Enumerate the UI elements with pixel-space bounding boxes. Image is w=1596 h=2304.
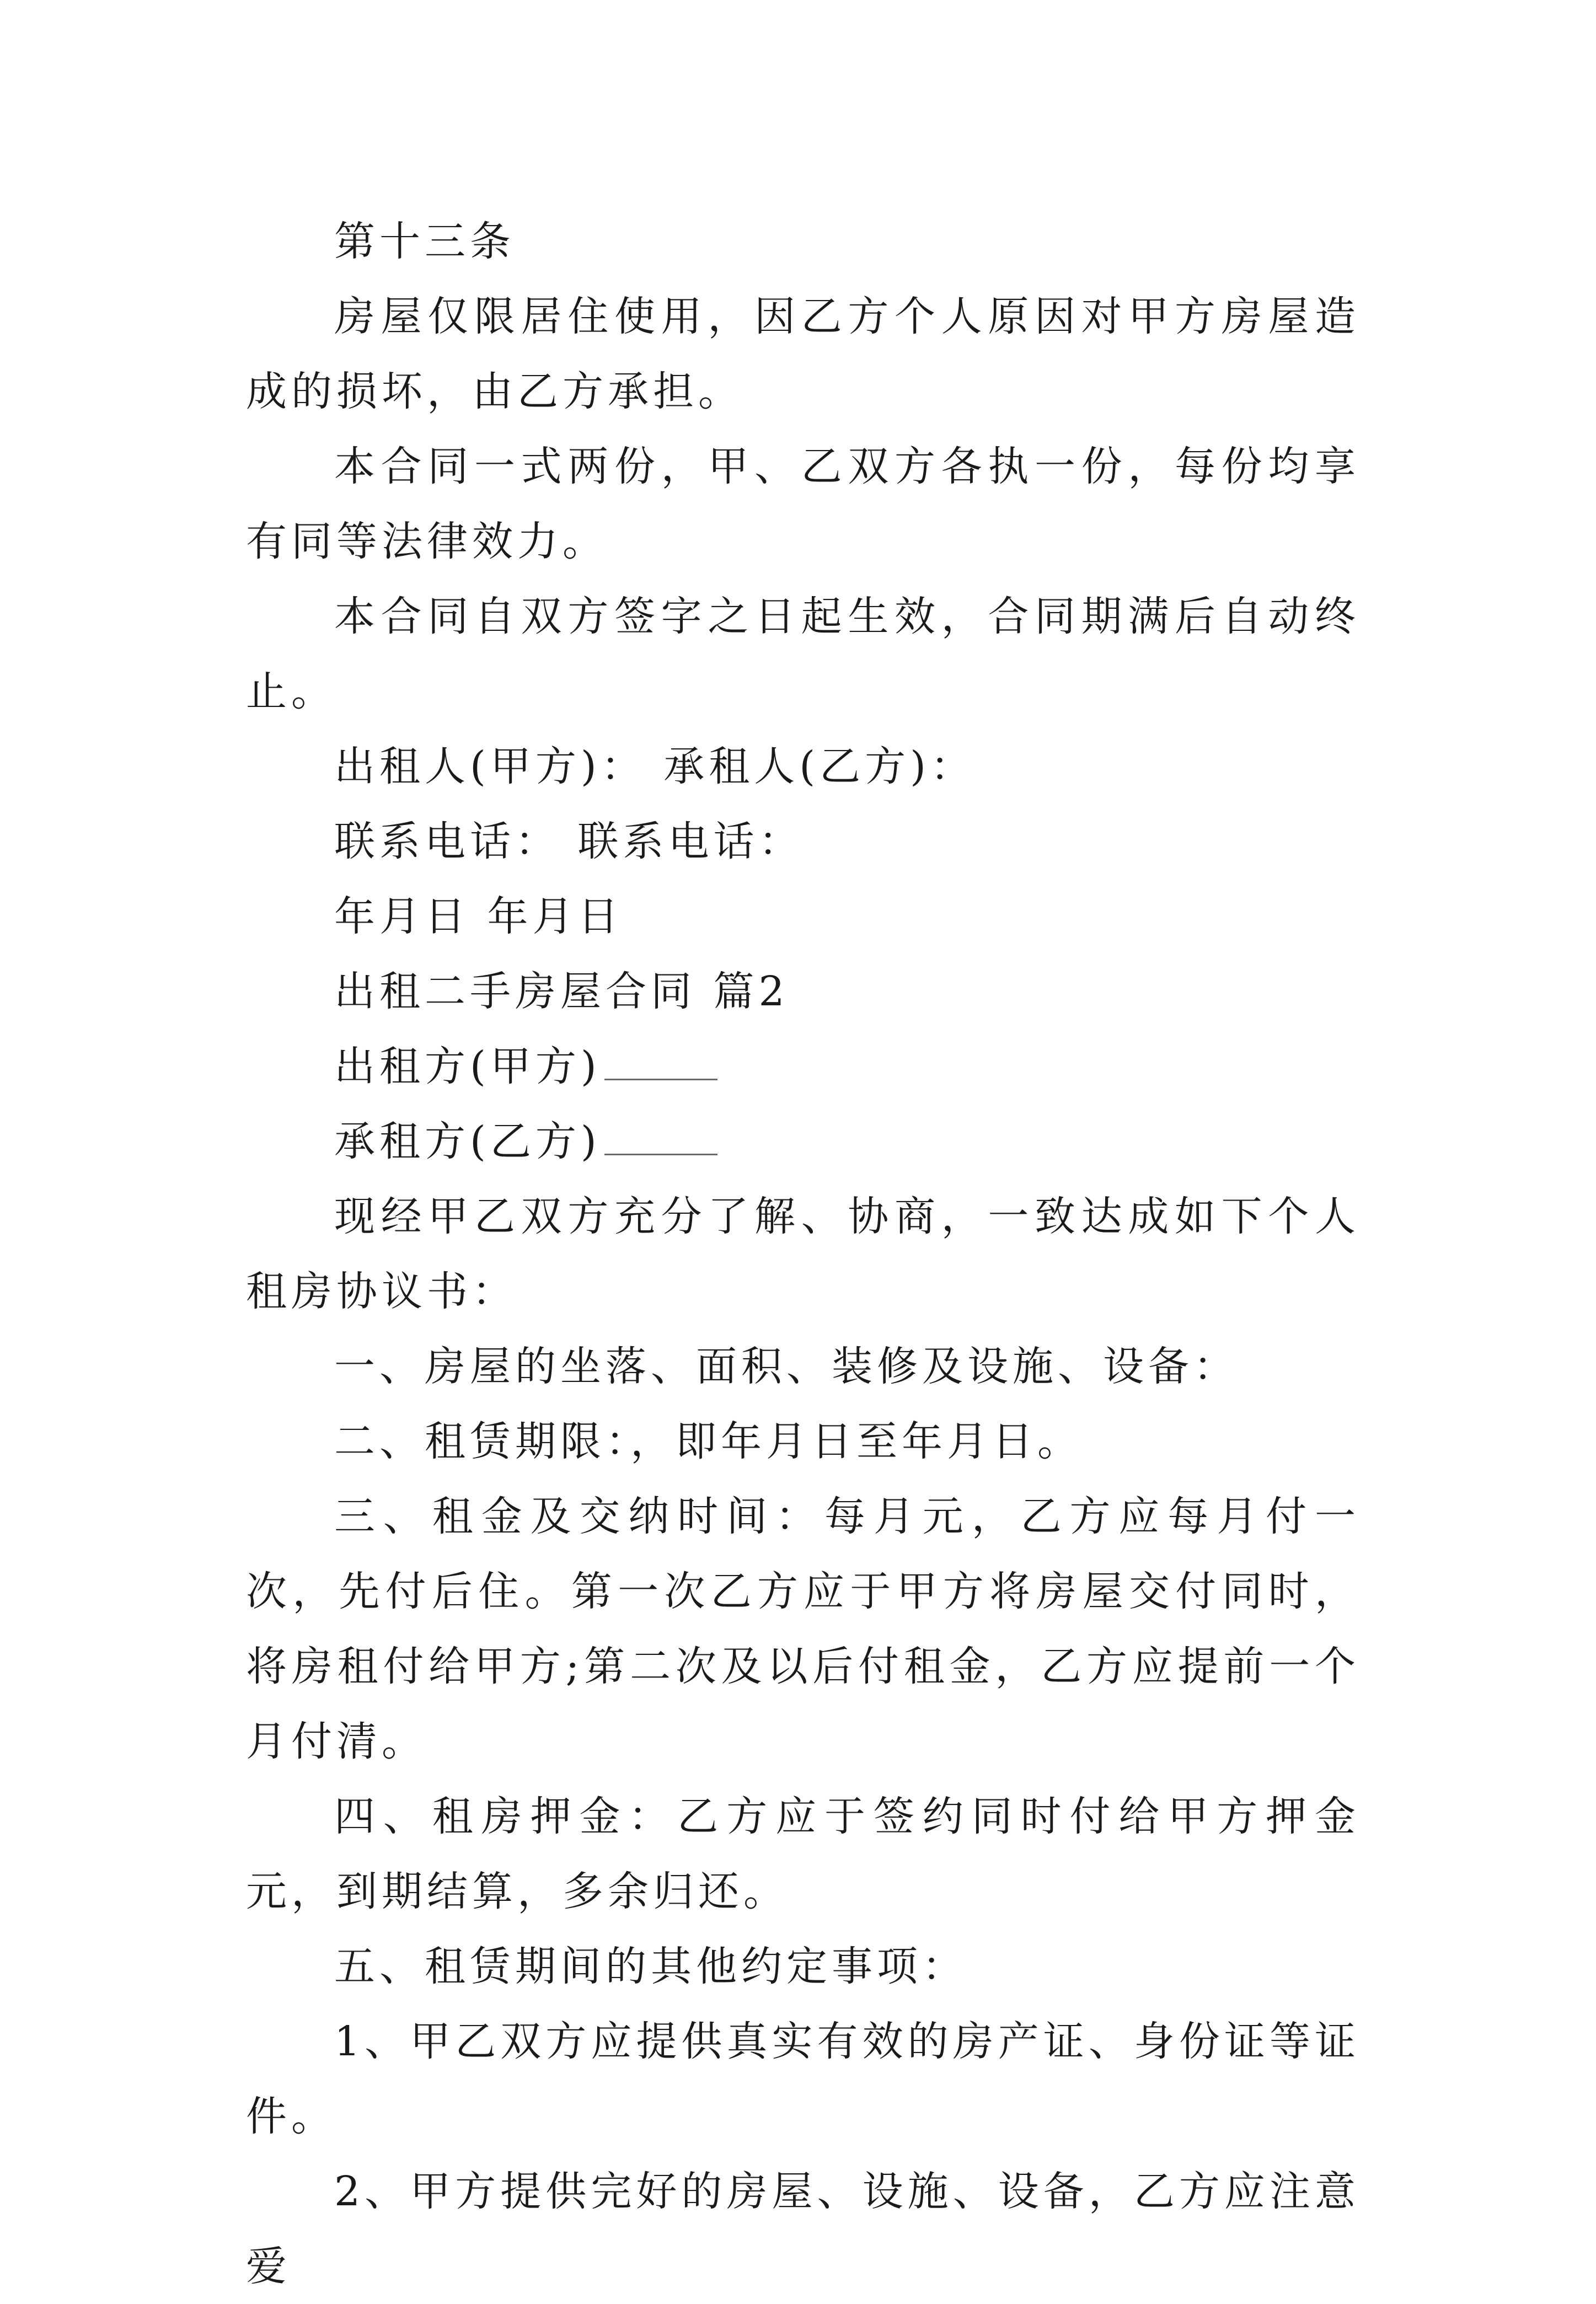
section-title: 出租二手房屋合同 篇2 xyxy=(334,968,789,1015)
article-heading: 第十三条 xyxy=(334,218,515,265)
lessee-label: 承租方(乙方) xyxy=(334,1118,601,1165)
paragraph-effective-clause: 本合同自双方签字之日起生效，合同期满后自动终止。 xyxy=(246,593,1360,715)
document-body xyxy=(246,204,1360,2304)
clause-5-other-terms: 五、租赁期间的其他约定事项： xyxy=(334,1943,967,1990)
clause-4-deposit: 四、租房押金：乙方应于签约同时付给甲方押金元，到期结算，多余归还。 xyxy=(246,1793,1360,1915)
lessor-line xyxy=(246,1029,1360,1104)
paragraph-copies-clause: 本合同一式两份，甲、乙双方各执一份，每份均享有同等法律效力。 xyxy=(246,443,1360,565)
paragraph-damage-clause: 房屋仅限居住使用，因乙方个人原因对甲方房屋造成的损坏，由乙方承担。 xyxy=(246,293,1360,415)
date-line: 年月日 年月日 xyxy=(334,893,623,940)
lessor-blank xyxy=(604,1043,717,1080)
signature-parties-line: 出租人(甲方)： 承租人(乙方)： xyxy=(334,743,976,790)
clause-3-rent: 三、租金及交纳时间：每月元，乙方应每月付一次，先付后住。第一次乙方应于甲方将房屋交付同时，将房租付给甲方;第二次及以后付租金，乙方应提前一个月付清。 xyxy=(246,1493,1360,1765)
sub-item-2: 2、甲方提供完好的房屋、设施、设备，乙方应注意爱 xyxy=(246,2168,1360,2290)
paragraph-agreement-intro: 现经甲乙双方充分了解、协商，一致达成如下个人租房协议书： xyxy=(246,1193,1360,1315)
lessee-blank xyxy=(604,1118,717,1155)
contact-phone-line: 联系电话： 联系电话： xyxy=(334,818,804,865)
clause-1-location: 一、房屋的坐落、面积、装修及设施、设备： xyxy=(334,1343,1239,1390)
clause-2-term: 二、租赁期限：，即年月日至年月日。 xyxy=(334,1418,1083,1465)
lessee-line xyxy=(246,1104,1360,1179)
sub-item-1: 1、甲乙双方应提供真实有效的房产证、身份证等证件。 xyxy=(246,2018,1360,2140)
lessor-label: 出租方(甲方) xyxy=(334,1043,601,1090)
